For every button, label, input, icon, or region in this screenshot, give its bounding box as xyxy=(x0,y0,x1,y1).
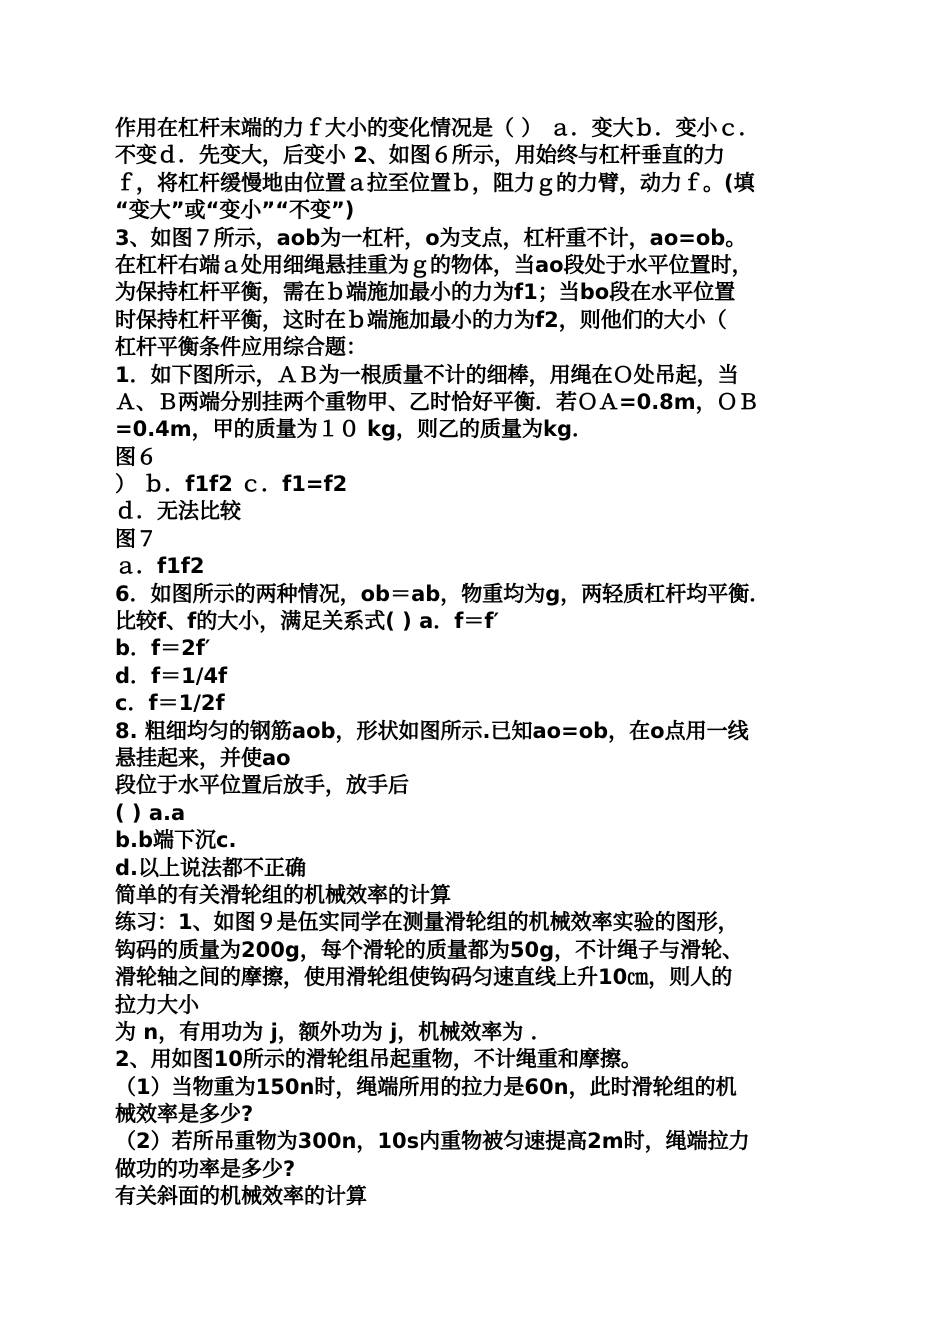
text-line: 为 n，有用功为 j，额外功为 j，机械效率为 ． xyxy=(115,1019,552,1044)
text-line: “变大”或“变小”“不变”) xyxy=(115,198,355,223)
text-line: 图６ xyxy=(115,444,157,469)
text-line: 段位于水平位置后放手，放手后 xyxy=(115,773,409,798)
text-line: 简单的有关滑轮组的机械效率的计算 xyxy=(115,882,451,907)
text-line: 6．如图所示的两种情况，ob＝ab，物重均为g，两轻质杠杆均平衡． xyxy=(115,581,771,606)
text-line: ( ) a.a xyxy=(115,800,186,825)
text-line: 练习：1、如图９是伍实同学在测量滑轮组的机械效率实验的图形， xyxy=(115,910,739,935)
text-line: =0.4m，甲的质量为１０ kg，则乙的质量为kg． xyxy=(115,417,593,442)
text-line: c．f＝1/2f xyxy=(115,691,225,716)
text-line: 在杠杆右端ａ处用细绳悬挂重为ｇ的物体，当ao段处于水平位置时， xyxy=(115,252,753,277)
text-line: ａ．f1f2 xyxy=(115,554,205,579)
text-line: 械效率是多少? xyxy=(115,1102,254,1127)
text-line: d.以上说法都不正确 xyxy=(115,855,307,880)
document-text xyxy=(115,115,840,1211)
text-line: Ａ、Ｂ两端分别挂两个重物甲、乙时恰好平衡．若ＯＡ=0.8m，ＯＢ xyxy=(115,389,759,414)
text-line: 时保持杠杆平衡，这时在ｂ端施加最小的力为f2，则他们的大小（ xyxy=(115,307,727,332)
text-line: ｄ．无法比较 xyxy=(115,499,241,524)
text-line: b.b端下沉c. xyxy=(115,828,237,853)
text-line: ） ｂ．f1f2 ｃ．f1=f2 xyxy=(115,472,348,497)
text-line: b．f＝2f′ xyxy=(115,636,211,661)
text-line: （2）若所吊重物为300n，10s内重物被匀速提高2m时，绳端拉力 xyxy=(115,1129,750,1154)
text-line: 8. 粗细均匀的钢筋aob，形状如图所示.已知ao=ob，在o点用一线 xyxy=(115,718,749,743)
text-line: d．f＝1/4f xyxy=(115,663,228,688)
text-line: 作用在杠杆末端的力ｆ大小的变化情况是（ ） ａ．变大ｂ．变小ｃ． xyxy=(115,116,760,140)
text-line: 1．如下图所示，ＡＢ为一根质量不计的细棒，用绳在Ｏ处吊起，当 xyxy=(115,362,739,387)
text-line: 比较f、f的大小，满足关系式( ) a．f＝f′ xyxy=(115,609,500,634)
text-line: 2、用如图10所示的滑轮组吊起重物，不计绳重和摩擦。 xyxy=(115,1047,642,1072)
text-line: ｆ，将杠杆缓慢地由位置ａ拉至位置ｂ，阻力ｇ的力臂，动力ｆ。(填 xyxy=(115,170,755,195)
text-line: 不变ｄ．先变大，后变小 2、如图６所示，用始终与杠杆垂直的力 xyxy=(115,143,725,168)
text-line: 钩码的质量为200g，每个滑轮的质量都为50g，不计绳子与滑轮、 xyxy=(115,937,744,962)
text-line: 3、如图７所示，aob为一杠杆，o为支点，杠杆重不计，ao=ob。 xyxy=(115,225,747,250)
text-line: 拉力大小 xyxy=(115,992,199,1017)
text-line: （1）当物重为150n时，绳端所用的拉力是60n，此时滑轮组的机 xyxy=(115,1074,737,1099)
text-line: 图７ xyxy=(115,526,157,551)
text-line: 滑轮轴之间的摩擦，使用滑轮组使钩码匀速直线上升10㎝，则人的 xyxy=(115,965,733,990)
text-line: 悬挂起来，并使ao xyxy=(115,745,291,770)
text-line: 为保持杠杆平衡，需在ｂ端施加最小的力为f1；当bo段在水平位置 xyxy=(115,280,736,305)
text-line: 做功的功率是多少? xyxy=(115,1156,296,1181)
text-line: 杠杆平衡条件应用综合题： xyxy=(115,335,367,360)
text-line: 有关斜面的机械效率的计算 xyxy=(115,1184,367,1209)
